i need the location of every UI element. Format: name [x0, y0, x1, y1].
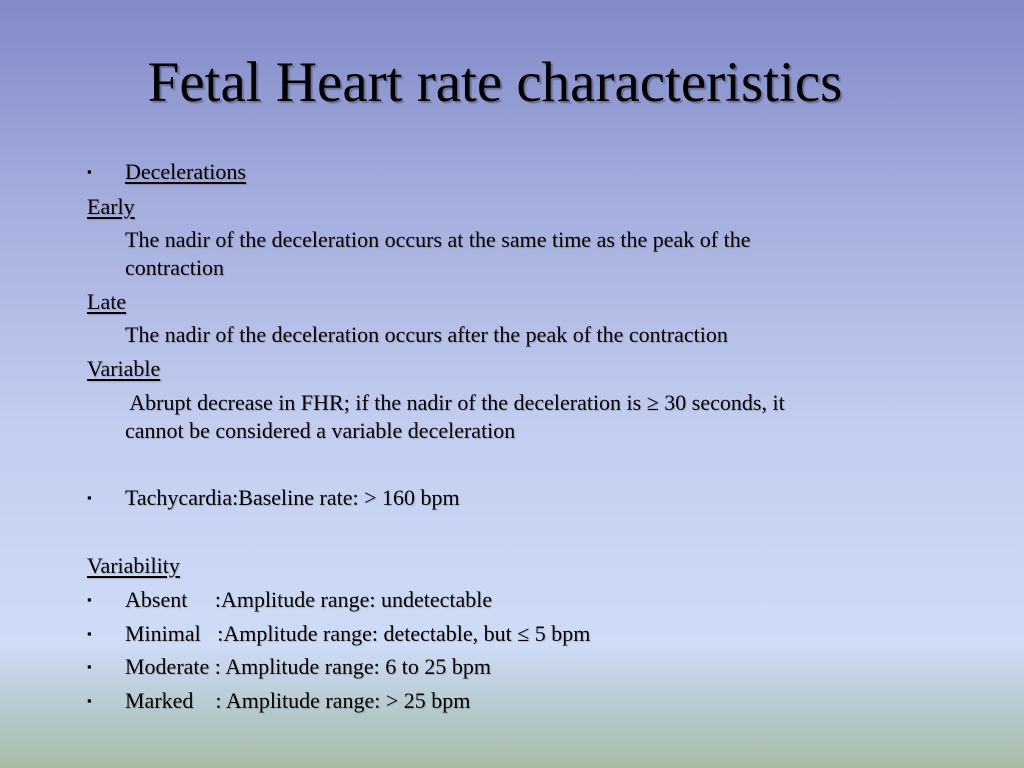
- variable-description-line1: Abrupt decrease in FHR; if the nadir of the deceleration is ≥ 30 seconds, it: [125, 390, 785, 415]
- late-description-line1: The nadir of the deceleration occurs after the peak of the contraction: [125, 322, 728, 347]
- variable-label: Variable: [87, 356, 161, 381]
- bullet-minimal: ▪: [87, 626, 92, 641]
- slide-title: Fetal Heart rate characteristics: [147, 51, 843, 114]
- bullet-marked: ▪: [87, 693, 92, 708]
- bullet-absent: ▪: [87, 592, 92, 607]
- variability-item-absent: Absent :Amplitude range: undetectable: [125, 587, 493, 612]
- late-label: Late: [87, 289, 127, 314]
- early-description-line2: contraction: [125, 255, 224, 280]
- variability-item-minimal: Minimal :Amplitude range: detectable, but ≤ 5 bpm: [125, 621, 591, 646]
- tachycardia-text: Tachycardia:Baseline rate: > 160 bpm: [125, 485, 460, 510]
- variability-item-marked: Marked : Amplitude range: > 25 bpm: [125, 688, 471, 713]
- variability-item-moderate: Moderate : Amplitude range: 6 to 25 bpm: [125, 654, 491, 679]
- bullet-tachycardia: ▪: [87, 490, 92, 505]
- early-description-line1: The nadir of the deceleration occurs at the same time as the peak of the: [125, 227, 751, 252]
- bullet-decelerations: ▪: [87, 164, 92, 179]
- decelerations-heading: Decelerations: [125, 159, 246, 184]
- early-label: Early: [87, 194, 135, 219]
- variability-heading: Variability: [87, 553, 180, 578]
- bullet-moderate: ▪: [87, 659, 92, 674]
- variable-description-line2: cannot be considered a variable deceleration: [125, 418, 516, 443]
